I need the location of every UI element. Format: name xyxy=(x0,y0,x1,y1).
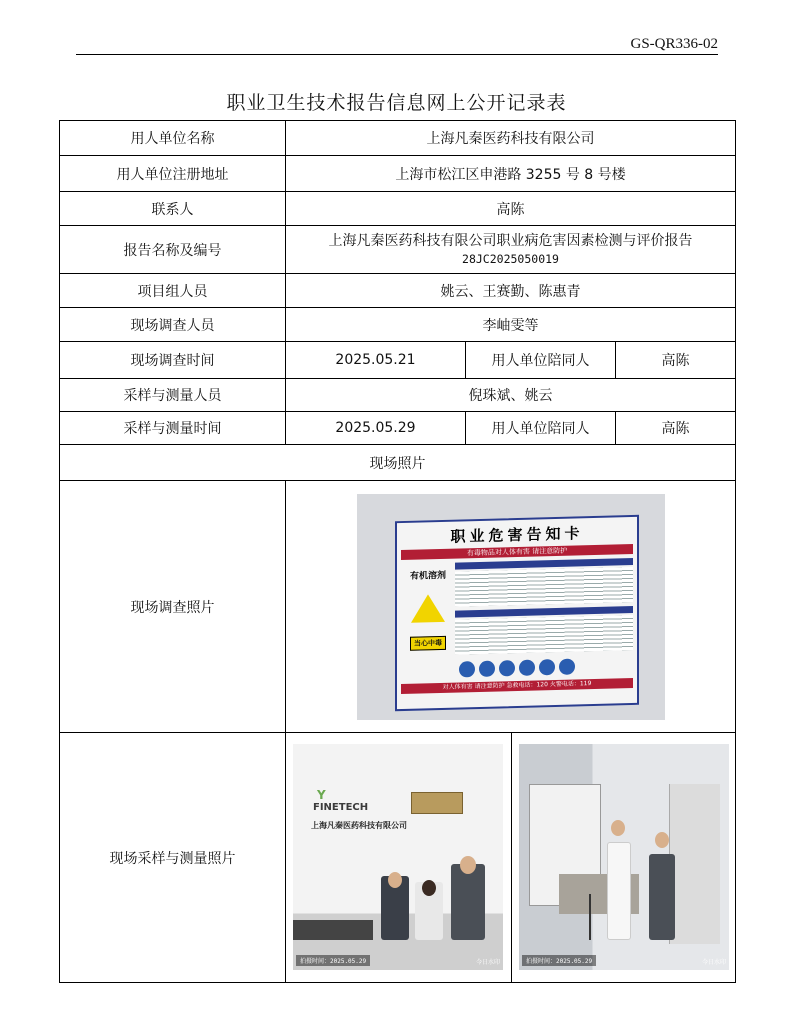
record-table xyxy=(59,120,736,983)
card-body xyxy=(401,555,633,657)
row-survey-photo xyxy=(60,481,736,733)
team-label: 项目组人员 xyxy=(60,274,286,308)
person-head xyxy=(611,820,625,836)
boots-icon xyxy=(519,659,535,675)
card-left xyxy=(401,560,455,657)
survey-time-value: 2025.05.21 xyxy=(286,342,466,379)
wall-plaque xyxy=(411,792,463,814)
row-team xyxy=(60,274,736,308)
person-figure xyxy=(451,864,485,940)
unit-name-label: 用人单位名称 xyxy=(60,121,286,156)
photo-company: 上海凡秦医药科技有限公司 xyxy=(311,821,407,830)
survey-photo-label: 现场调查照片 xyxy=(60,481,286,733)
survey-photo-cell xyxy=(286,481,736,733)
gloves-icon xyxy=(539,659,555,675)
card-title: 职业危害告知卡 xyxy=(449,523,583,546)
photo-logo: FINETECH xyxy=(313,802,369,813)
photos-header: 现场照片 xyxy=(60,445,736,481)
row-unit-name xyxy=(60,121,736,156)
ventilation-icon xyxy=(499,660,515,676)
row-survey-time xyxy=(60,342,736,379)
row-address xyxy=(60,156,736,192)
document-title: 职业卫生技术报告信息网上公开记录表 xyxy=(226,92,567,114)
mask-icon xyxy=(459,661,475,677)
photo-divider xyxy=(511,733,512,982)
warning-card xyxy=(395,514,639,710)
report-name: 上海凡秦医药科技有限公司职业病危害因素检测与评价报告 xyxy=(328,232,693,249)
sampling-time-value: 2025.05.29 xyxy=(286,412,466,445)
contact-label: 联系人 xyxy=(60,192,286,226)
lab-cabinet xyxy=(669,784,720,944)
document-code: GS-QR336-02 xyxy=(630,36,718,52)
person-head xyxy=(655,832,669,848)
sampling-escort-value: 高陈 xyxy=(616,412,736,445)
card-hazard-name: 有机溶剂 xyxy=(409,570,446,582)
report-code: 28JC2025050019 xyxy=(462,251,559,266)
card-tag: 当心中毒 xyxy=(410,635,446,650)
card-footer: 对人体有害 请注意防护 急救电话：120 火警电话：119 xyxy=(401,677,633,693)
logo-leaf-icon: Y xyxy=(317,788,326,802)
person-head xyxy=(422,880,436,896)
toxic-warning-icon xyxy=(411,594,445,623)
person-figure xyxy=(649,854,675,940)
card-ppe-icons xyxy=(401,653,633,681)
sampling-photo-cell xyxy=(286,733,736,983)
unit-name-value: 上海凡秦医药科技有限公司 xyxy=(286,121,736,156)
sampling-photo-label: 现场采样与测量照片 xyxy=(60,733,286,983)
sampling-time-label: 采样与测量时间 xyxy=(60,412,286,445)
report-label: 报告名称及编号 xyxy=(60,226,286,274)
survey-staff-value: 李岫雯等 xyxy=(286,308,736,342)
row-survey-staff xyxy=(60,308,736,342)
card-text-area xyxy=(455,555,633,656)
survey-escort-label: 用人单位陪同人 xyxy=(466,342,616,379)
reception-desk xyxy=(293,920,373,940)
warning-card-photo xyxy=(357,494,665,720)
card-band: 有毒物品对人体有害 请注意防护 xyxy=(401,543,633,559)
photo-timestamp: 拍摄时间：2025.05.29 xyxy=(296,955,370,966)
row-sampling-time xyxy=(60,412,736,445)
contact-value: 高陈 xyxy=(286,192,736,226)
photo-timestamp: 拍摄时间：2025.05.29 xyxy=(522,955,596,966)
person-head xyxy=(460,856,476,874)
row-report xyxy=(60,226,736,274)
team-value: 姚云、王赛勤、陈惠青 xyxy=(286,274,736,308)
person-figure xyxy=(607,842,631,940)
sampling-escort-label: 用人单位陪同人 xyxy=(466,412,616,445)
row-photos-header xyxy=(60,445,736,481)
report-value xyxy=(286,226,736,274)
photo-watermark: 今日水印 xyxy=(701,959,726,966)
survey-staff-label: 现场调查人员 xyxy=(60,308,286,342)
sampling-staff-value: 倪珠斌、姚云 xyxy=(286,379,736,412)
suit-icon xyxy=(559,658,575,674)
card-text-lines xyxy=(455,566,633,606)
address-value: 上海市松江区申港路 3255 号 8 号楼 xyxy=(286,156,736,192)
card-text-lines xyxy=(455,614,633,654)
row-contact xyxy=(60,192,736,226)
address-label: 用人单位注册地址 xyxy=(60,156,286,192)
photo-watermark: 今日水印 xyxy=(475,959,500,966)
row-sampling-photo xyxy=(60,733,736,983)
goggles-icon xyxy=(479,660,495,676)
survey-time-label: 现场调查时间 xyxy=(60,342,286,379)
person-head xyxy=(388,872,402,888)
row-sampling-staff xyxy=(60,379,736,412)
header-rule xyxy=(76,54,718,55)
sampling-tripod xyxy=(589,894,591,940)
office-photo xyxy=(293,744,503,970)
lab-photo xyxy=(519,744,729,970)
survey-escort-value: 高陈 xyxy=(616,342,736,379)
sampling-staff-label: 采样与测量人员 xyxy=(60,379,286,412)
